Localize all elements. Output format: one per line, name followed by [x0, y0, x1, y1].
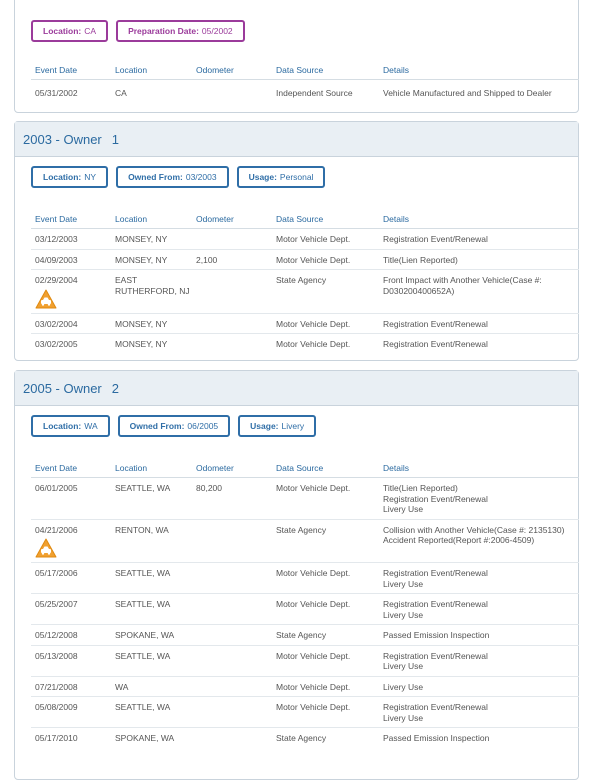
- table-header-row: [31, 455, 579, 478]
- detail-line: Livery Use: [383, 661, 424, 671]
- col-details: Details: [383, 455, 579, 478]
- usage-badge: Usage: Personal: [237, 166, 326, 188]
- detail-line: Passed Emission Inspection: [383, 630, 490, 640]
- row-location: SEATTLE, WA: [115, 478, 196, 520]
- detail-line: Accident Reported(Report #:2006-4509): [383, 535, 535, 545]
- row-location: MONSEY, NY: [115, 249, 196, 270]
- row-date: 06/01/2005: [31, 478, 115, 520]
- col-details: Details: [383, 57, 579, 80]
- row-date: 03/02/2005: [35, 339, 78, 349]
- row-source: Motor Vehicle Dept.: [276, 697, 383, 728]
- detail-line: Registration Event/Renewal: [383, 702, 488, 712]
- row-odometer: 80,200: [196, 478, 276, 520]
- owner-1-header[interactable]: [15, 122, 578, 157]
- detail-line: Livery Use: [383, 681, 424, 692]
- row-location: SEATTLE, WA: [115, 563, 196, 594]
- row-details: [383, 519, 579, 563]
- row-odometer: [196, 519, 276, 563]
- row-date: 05/17/2006: [31, 563, 115, 594]
- row-details: Front Impact with Another Vehicle(Case #: D030200400652A): [383, 270, 579, 314]
- detail-line: Registration Event/Renewal: [383, 599, 488, 609]
- row-location: SEATTLE, WA: [115, 697, 196, 728]
- detail-line: Livery Use: [383, 578, 424, 589]
- row-odometer: [196, 697, 276, 728]
- row-source: State Agency: [276, 733, 327, 743]
- manufacture-badges: [15, 20, 261, 42]
- row-odometer: [196, 728, 276, 748]
- row-source: Motor Vehicle Dept.: [276, 645, 383, 676]
- table-row: [31, 334, 579, 354]
- col-location: Location: [115, 455, 196, 478]
- row-odometer: [196, 270, 276, 314]
- row-odometer: [196, 334, 276, 354]
- row-details: [383, 594, 579, 625]
- row-odometer: [196, 676, 276, 697]
- owner-1-panel: [14, 121, 579, 361]
- row-date: 03/02/2004: [31, 313, 115, 334]
- owner-2-number: 2: [111, 380, 119, 396]
- table-row: [31, 625, 579, 646]
- row-source: Motor Vehicle Dept.: [276, 478, 383, 520]
- row-source: Motor Vehicle Dept.: [276, 339, 351, 349]
- row-location: MONSEY, NY: [115, 229, 196, 250]
- owner-1-title: 2003 - Owner: [23, 131, 102, 147]
- table-header-row: [31, 206, 579, 229]
- location-badge: Location: NY: [31, 166, 108, 188]
- row-date: 05/13/2008: [31, 645, 115, 676]
- row-odometer: [196, 563, 276, 594]
- table-row: [31, 645, 579, 676]
- row-details: Registration Event/Renewal: [383, 229, 579, 250]
- row-odometer: [196, 313, 276, 334]
- row-source: Motor Vehicle Dept.: [276, 249, 383, 270]
- table-row: [31, 229, 579, 250]
- row-odometer: [196, 645, 276, 676]
- row-details: [383, 625, 579, 646]
- row-details: [383, 676, 579, 697]
- col-odometer: Odometer: [196, 455, 276, 478]
- row-details: Vehicle Manufactured and Shipped to Dealer: [383, 88, 552, 98]
- row-source: State Agency: [276, 625, 383, 646]
- table-row: [31, 313, 579, 334]
- col-event-date: Event Date: [31, 455, 115, 478]
- row-date-cell: [31, 270, 115, 314]
- row-source: Motor Vehicle Dept.: [276, 676, 383, 697]
- row-location: SEATTLE, WA: [115, 645, 196, 676]
- owner-2-title: 2005 - Owner: [23, 380, 102, 396]
- row-odometer: [196, 625, 276, 646]
- row-date-cell: [31, 519, 115, 563]
- row-date: 05/08/2009: [31, 697, 115, 728]
- table-header-row: [31, 57, 579, 80]
- car-accident-icon: [35, 538, 57, 558]
- table-row: [31, 519, 579, 563]
- detail-line: Registration Event/Renewal: [383, 650, 488, 661]
- row-source: Independent Source: [276, 88, 353, 98]
- owner-2-badges: [15, 415, 332, 437]
- col-event-date: Event Date: [31, 206, 115, 229]
- row-date: 04/21/2006: [35, 524, 78, 535]
- col-details: Details: [383, 206, 579, 229]
- col-data-source: Data Source: [276, 57, 383, 80]
- row-odometer: [196, 80, 276, 106]
- detail-line: Registration Event/Renewal: [383, 493, 488, 504]
- row-location: RENTON, WA: [115, 519, 196, 563]
- col-location: Location: [115, 206, 196, 229]
- row-location: SEATTLE, WA: [115, 594, 196, 625]
- owned-from-badge: Owned From: 06/2005: [118, 415, 231, 437]
- row-date: 05/31/2002: [35, 88, 78, 98]
- row-date: 03/12/2003: [31, 229, 115, 250]
- row-details: [383, 697, 579, 728]
- table-row: [31, 697, 579, 728]
- owner-2-table: [31, 455, 579, 748]
- owner-2-panel: [14, 370, 579, 780]
- row-details: Registration Event/Renewal: [383, 313, 579, 334]
- row-location: MONSEY, NY: [115, 339, 168, 349]
- row-source: State Agency: [276, 519, 383, 563]
- location-badge: Location: CA: [31, 20, 108, 42]
- table-row: [31, 270, 579, 314]
- col-location: Location: [115, 57, 196, 80]
- row-details: [383, 645, 579, 676]
- row-location: SPOKANE, WA: [115, 625, 196, 646]
- row-location: MONSEY, NY: [115, 313, 196, 334]
- manufacture-table: [31, 57, 579, 106]
- owner-1-table: [31, 206, 579, 354]
- col-odometer: Odometer: [196, 57, 276, 80]
- row-location: CA: [115, 88, 127, 98]
- owner-1-badges: [15, 166, 341, 188]
- row-details: Registration Event/Renewal: [383, 339, 488, 349]
- row-date: 05/25/2007: [31, 594, 115, 625]
- owner-2-header[interactable]: [15, 371, 578, 406]
- row-date: 05/17/2010: [35, 733, 78, 743]
- row-source: Motor Vehicle Dept.: [276, 594, 383, 625]
- row-source: Motor Vehicle Dept.: [276, 563, 383, 594]
- row-odometer: 2,100: [196, 249, 276, 270]
- detail-line: Livery Use: [383, 712, 424, 723]
- row-location: SPOKANE, WA: [115, 733, 175, 743]
- row-source: Motor Vehicle Dept.: [276, 229, 383, 250]
- owned-from-badge: Owned From: 03/2003: [116, 166, 229, 188]
- row-details: [383, 478, 579, 520]
- row-odometer: [196, 594, 276, 625]
- detail-line: Collision with Another Vehicle(Case #: 2135130): [383, 524, 565, 535]
- row-date: 07/21/2008: [31, 676, 115, 697]
- row-source: Motor Vehicle Dept.: [276, 313, 383, 334]
- row-details: Title(Lien Reported): [383, 249, 579, 270]
- row-details: [383, 728, 579, 748]
- row-details: [383, 563, 579, 594]
- owner-1-number: 1: [111, 131, 119, 147]
- row-date: 02/29/2004: [35, 275, 78, 285]
- col-event-date: Event Date: [31, 57, 115, 80]
- detail-line: Livery Use: [383, 504, 424, 514]
- row-location: EAST RUTHERFORD, NJ: [115, 270, 196, 314]
- table-row: [31, 728, 579, 748]
- row-location: WA: [115, 676, 196, 697]
- preparation-date-badge: Preparation Date: 05/2002: [116, 20, 245, 42]
- table-row: [31, 563, 579, 594]
- row-odometer: [196, 229, 276, 250]
- table-row: [31, 80, 579, 106]
- col-data-source: Data Source: [276, 455, 383, 478]
- col-odometer: Odometer: [196, 206, 276, 229]
- car-accident-icon: [35, 289, 57, 309]
- detail-line: Registration Event/Renewal: [383, 568, 488, 578]
- table-row: [31, 478, 579, 520]
- location-badge: Location: WA: [31, 415, 110, 437]
- table-row: [31, 594, 579, 625]
- detail-line: Livery Use: [383, 609, 424, 620]
- manufacture-panel: [14, 0, 579, 113]
- row-date: 05/12/2008: [31, 625, 115, 646]
- detail-line: Passed Emission Inspection: [383, 733, 490, 743]
- table-row: [31, 249, 579, 270]
- col-data-source: Data Source: [276, 206, 383, 229]
- row-date: 04/09/2003: [31, 249, 115, 270]
- detail-line: Title(Lien Reported): [383, 483, 458, 493]
- row-source: State Agency: [276, 270, 383, 314]
- table-row: [31, 676, 579, 697]
- usage-badge: Usage: Livery: [238, 415, 316, 437]
